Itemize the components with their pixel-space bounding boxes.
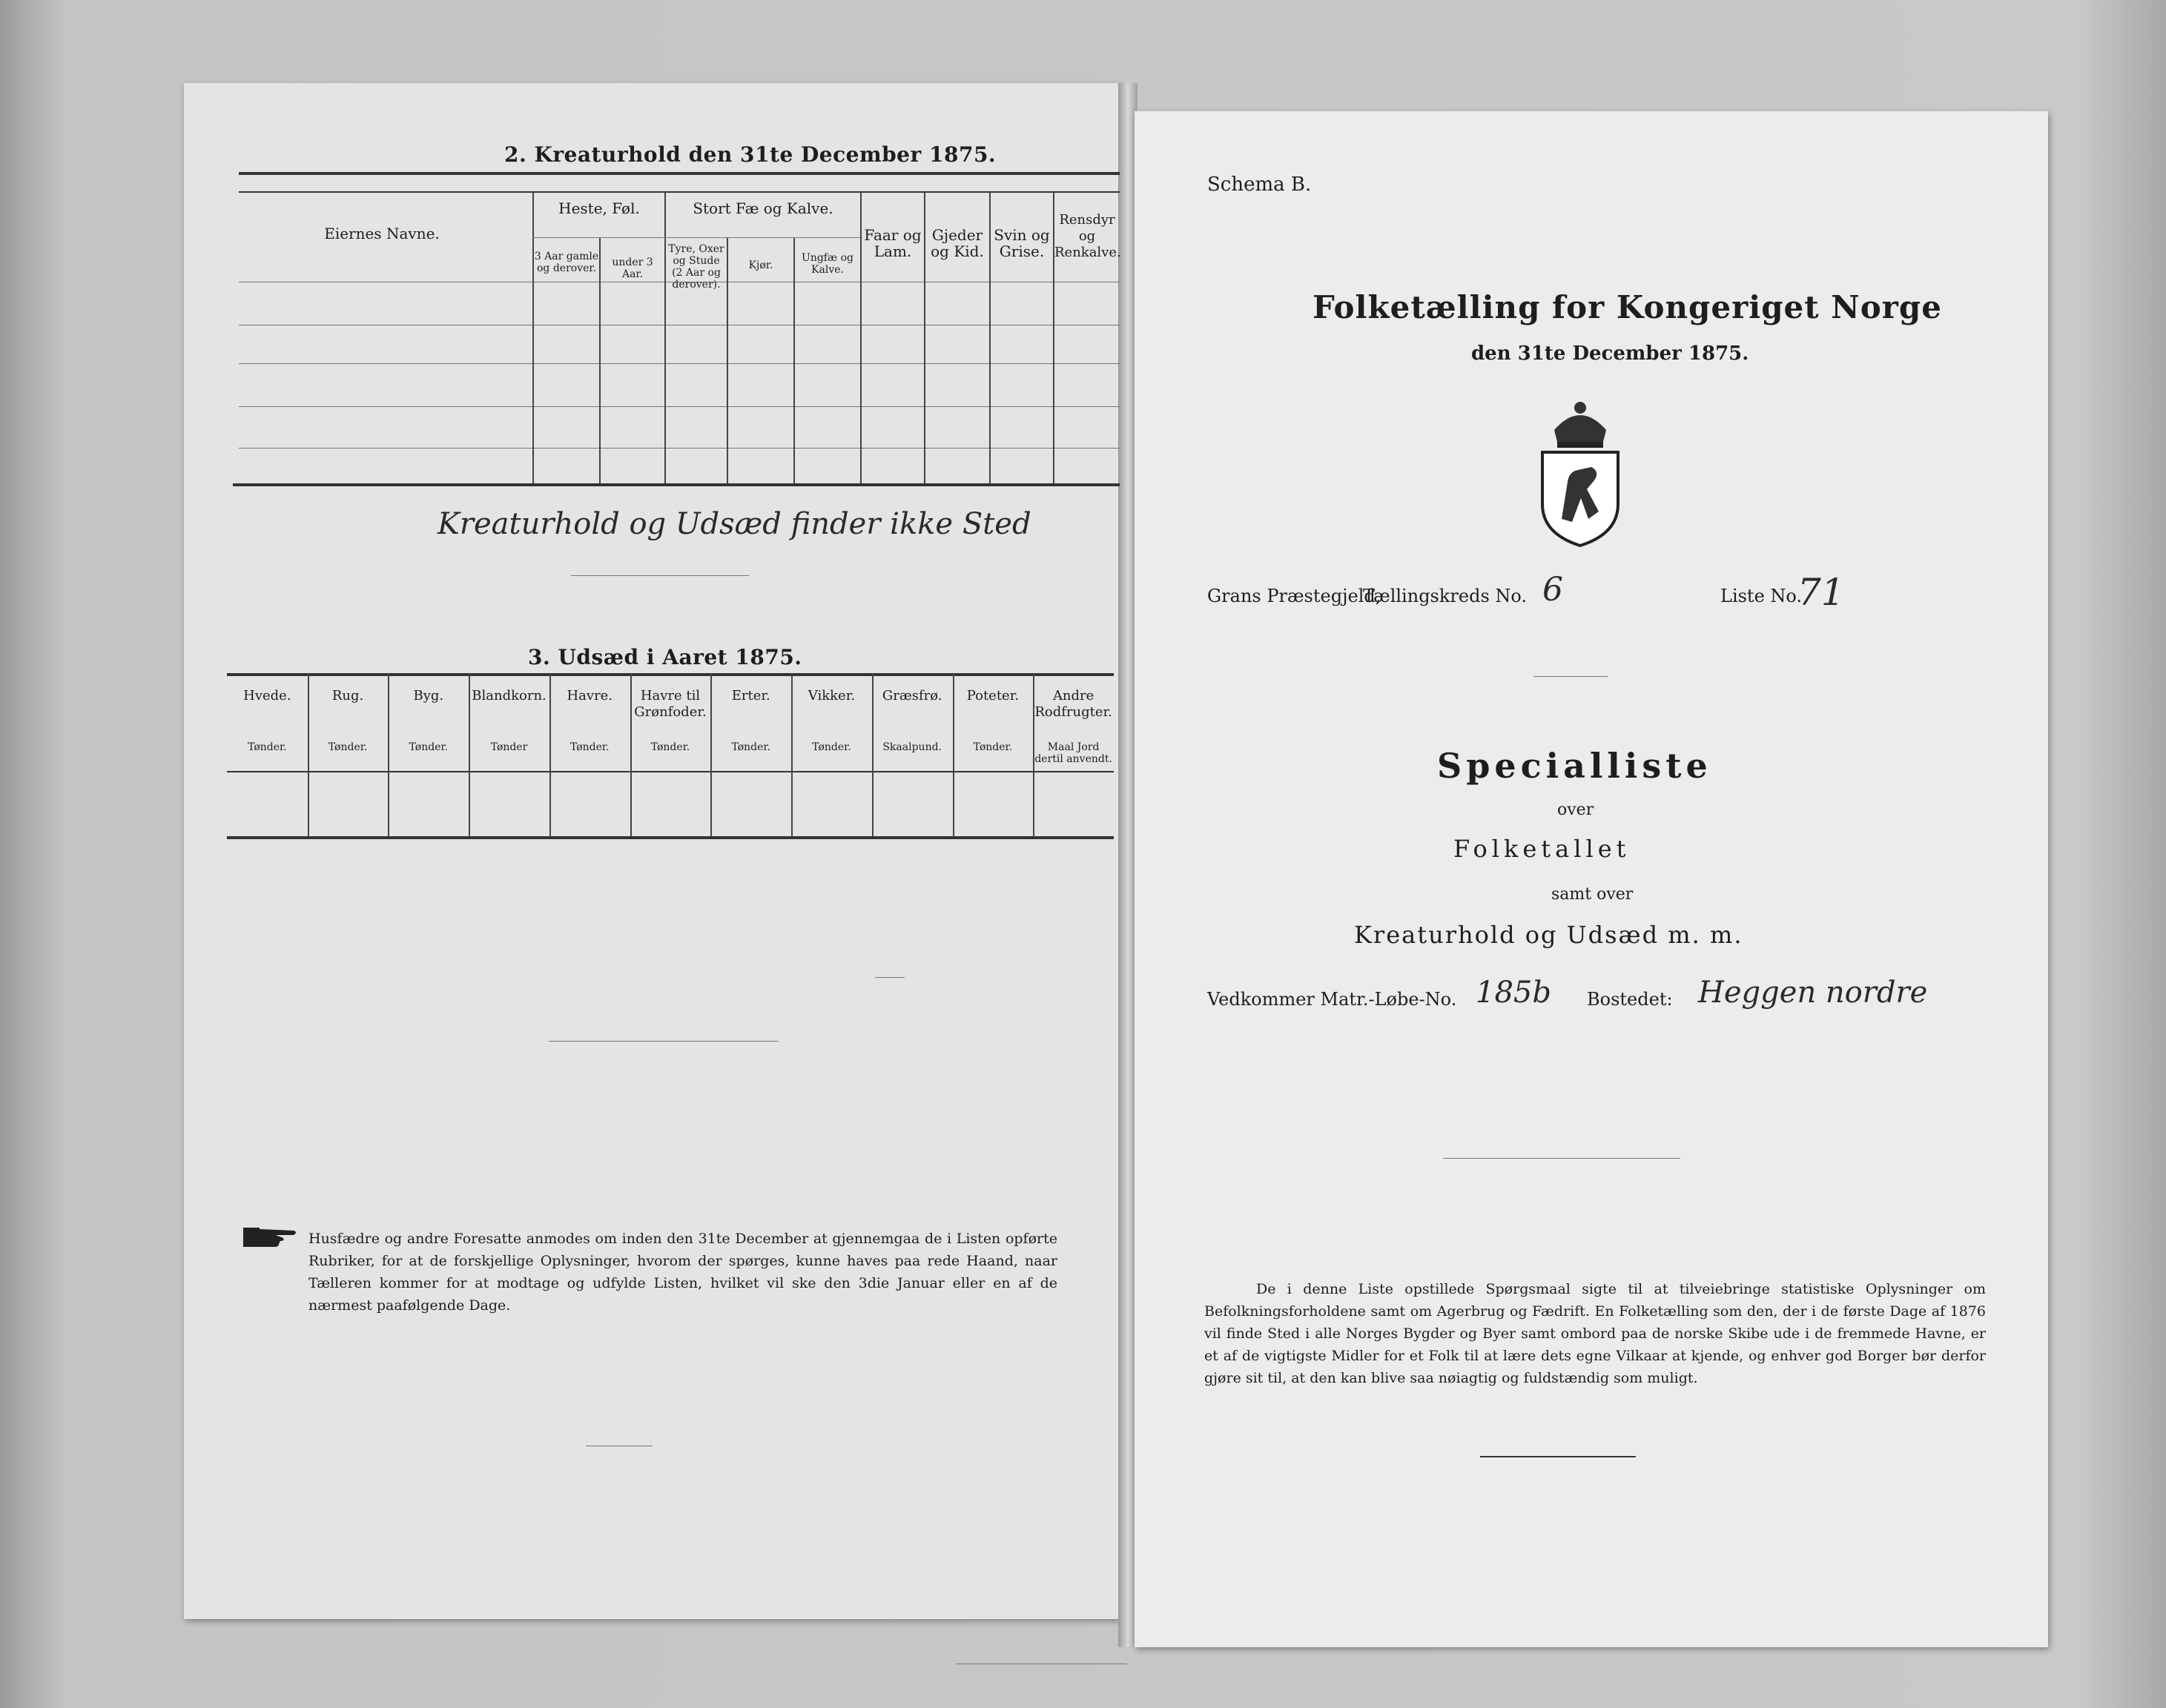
seed-column-header: Havre. <box>567 688 613 704</box>
separator-rule <box>549 1041 779 1042</box>
livestock-section-title: 2. Kreaturhold den 31te December 1875. <box>504 142 997 167</box>
table-col-divider <box>727 237 728 483</box>
notice-text: Husfædre og andre Foresatte anmodes om inden den 31te December at gjennemgaa de i Listen opførte Rubriker, for at de forskjellige Oplysninger, hvorom der spørges, kunne haves paa rede Haand, naar Tælleren kommer for at modtage og udfylde Listen, hvilket vil ske den 3die Januar eller en af de nærmest paafølgende Dage. <box>308 1231 1057 1314</box>
table-rule <box>239 363 1120 364</box>
main-title: Folketælling for Kongeriget Norge <box>1313 289 1942 325</box>
seed-table-top-rule <box>227 673 1114 676</box>
seed-section-title: 3. Udsæd i Aaret 1875. <box>528 645 802 669</box>
date-line: den 31te December 1875. <box>1471 342 1749 365</box>
parish-label: Grans Præstegjeld, <box>1207 586 1381 606</box>
seed-column-header: Erter. <box>731 688 770 704</box>
list-number: 71 <box>1797 571 1845 614</box>
district-number: 6 <box>1542 571 1563 609</box>
seed-column-header: Poteter. <box>966 688 1020 704</box>
bosted-value: Heggen nordre <box>1698 976 1928 1010</box>
seed-column-header: Rug. <box>331 688 364 704</box>
cattle-sub-header: Kjør. <box>748 259 773 271</box>
goats-header: Gjeder og Kid. <box>931 226 984 260</box>
seed-column-unit: Tønder. <box>409 741 449 753</box>
seed-column-header: Blandkorn. <box>472 688 547 704</box>
horse-sub-header: 3 Aar gamle og derover. <box>534 251 599 274</box>
seed-column-unit: Skaalpund. <box>882 741 942 753</box>
folketallet-text: Folketallet <box>1453 835 1631 863</box>
seed-column-unit: Tønder. <box>650 741 690 753</box>
seed-table-bottom-rule <box>227 836 1114 839</box>
samt-over-text: samt over <box>1551 885 1634 904</box>
schema-label: Schema B. <box>1207 173 1312 196</box>
separator-rule <box>1533 676 1608 677</box>
cattle-group-header: Stort Fæ og Kalve. <box>693 199 833 217</box>
table-bottom-rule <box>233 483 1120 486</box>
right-page <box>1135 111 2048 1647</box>
seed-column-unit: Tønder. <box>569 741 610 753</box>
cattle-sub-header: Ungfæ og Kalve. <box>802 252 853 276</box>
seed-column-header: Vikker. <box>808 688 856 704</box>
pigs-header: Svin og Grise. <box>994 226 1050 260</box>
table-rule <box>239 406 1120 407</box>
seed-column-header: Byg. <box>413 688 444 704</box>
separator-rule <box>571 575 749 576</box>
horse-group-header: Heste, Føl. <box>558 199 640 217</box>
seed-column-unit: Maal Jord dertil anvendt. <box>1034 741 1112 765</box>
list-label: Liste No. <box>1720 586 1803 606</box>
seed-table-rule <box>227 771 1114 772</box>
district-label: Tællingskreds No. <box>1363 586 1528 606</box>
table-subheader-rule <box>532 237 860 238</box>
seed-column-unit: Tønder <box>490 741 528 753</box>
over-text: over <box>1557 801 1594 819</box>
seed-column-unit: Tønder. <box>328 741 368 753</box>
table-top-rule <box>239 172 1120 175</box>
footer-text: De i denne Liste opstillede Spørgsmaal sigte til at tilveiebringe statistiske Oplysninger om Befolkningsforholdene samt om Agerbrug og Fædrift. En Folketælling som den, der i de første Dage af 1876 vil finde Sted i alle Norges Bygder og Byer samt ombord paa de norske Skibe ude i de fremmede Havne, er et af de vigtigste Midler for et Folk til at lære dets egne Vilkaar at kjende, og enhver god Borger bør derfor gjøre sit til, at den kan blive saa nøiagtig og fuldstændig som muligt. <box>1204 1281 1986 1386</box>
seed-column-header: Havre til Grønfoder. <box>634 688 707 720</box>
horse-sub-header: under 3 Aar. <box>612 256 653 280</box>
owner-column-header: Eiernes Navne. <box>324 225 440 242</box>
table-col-divider <box>664 191 666 483</box>
separator-rule <box>875 977 905 978</box>
seed-column-unit: Tønder. <box>248 741 287 753</box>
pointing-hand-icon <box>242 1222 301 1254</box>
seed-column-header: Hvede. <box>243 688 291 704</box>
cattle-sub-header: Tyre, Oxer og Stude (2 Aar og derover). <box>668 243 724 291</box>
reindeer-header: Rensdyr og Renkalve. <box>1054 212 1121 260</box>
sheep-header: Faar og Lam. <box>864 226 922 260</box>
separator-rule <box>1480 1456 1636 1457</box>
table-col-divider <box>532 191 534 483</box>
seed-column-header: Græsfrø. <box>882 688 942 704</box>
table-rule <box>239 191 1120 193</box>
handwritten-note: Kreaturhold og Udsæd finder ikke Sted <box>438 507 1031 541</box>
matr-label: Vedkommer Matr.-Løbe-No. <box>1207 989 1457 1010</box>
seed-column-unit: Tønder. <box>731 741 770 753</box>
special-list-title: Specialliste <box>1437 746 1712 786</box>
separator-rule <box>1443 1158 1680 1159</box>
seed-column-unit: Tønder. <box>812 741 851 753</box>
left-page <box>184 83 1120 1619</box>
matr-number: 185b <box>1476 976 1551 1010</box>
seed-column-header: Andre Rodfrugter. <box>1034 688 1112 720</box>
bosted-label: Bostedet: <box>1587 989 1673 1010</box>
seed-column-unit: Tønder. <box>973 741 1013 753</box>
norwegian-coat-of-arms-icon <box>1532 400 1628 552</box>
livestock-seed-text: Kreaturhold og Udsæd m. m. <box>1354 921 1743 949</box>
